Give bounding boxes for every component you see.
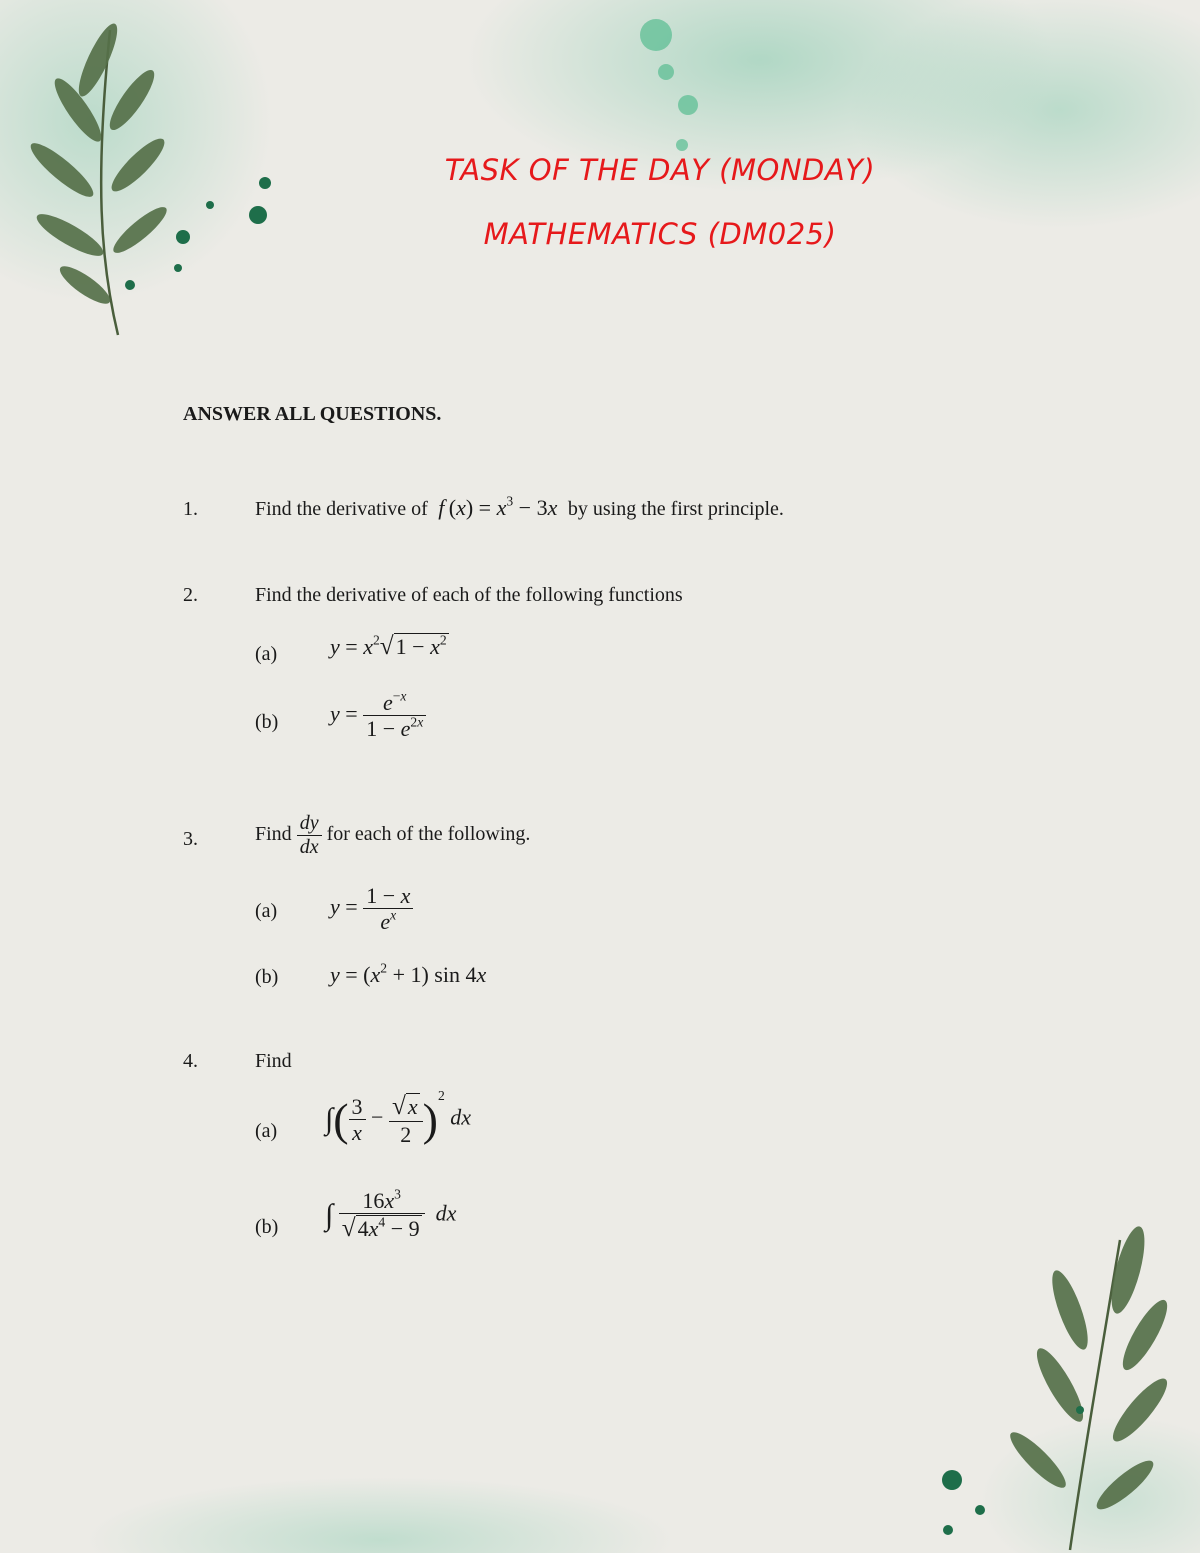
question-2-number: 2. [183,584,198,606]
question-1 [255,495,784,521]
question-3b-label: (b) [255,966,279,988]
question-2b-expression: y = $\frac{e^{-x}}{1 - e^{2x}}$ [330,690,426,742]
question-1-text: Find the derivative of [255,498,428,520]
leaf-branch-top-left-icon [0,0,300,360]
question-3-number: 3. [183,828,198,850]
question-3-text-end: for each of the following. [326,823,531,846]
question-3 [255,812,530,859]
question-4-text: Find [255,1050,292,1072]
question-1-number: 1. [183,498,198,520]
question-3a-label: (a) [255,900,278,922]
dy-dx-fraction: $\frac{dy}{dx}$ [297,812,322,859]
question-4-number: 4. [183,1050,198,1072]
question-2b-label: (b) [255,711,279,733]
question-3a-expression: y = $\frac{1 - x}{e^x}$ [330,883,413,935]
question-1-text-end: by using the first principle. [567,498,784,520]
page-title: TASK OF THE DAY (MONDAY) [444,153,876,187]
question-2a-label: (a) [255,643,278,665]
leaf-branch-bottom-right-icon [920,1200,1200,1553]
question-4a-expression: ∫( $\frac{3}{x}$ − $\frac{√x}{2}$ )$^2$ dx [325,1088,472,1148]
question-2a-expression: $y = x^2√1 - x^2$ [330,632,447,660]
question-2-text: Find the derivative of each of the following functions [255,584,683,606]
question-1-function: f $(x) = x^3 - 3x$ [438,493,558,520]
question-3b-expression: $y = (x^2 + 1)$ sin 4x [330,960,487,987]
instruction-heading: ANSWER ALL QUESTIONS. [183,403,442,425]
question-4b-expression: ∫ $\frac{16x^3}{√4x^4 - 9}$ dx [325,1186,457,1243]
question-3-text: Find [255,823,292,846]
question-4b-label: (b) [255,1216,279,1238]
question-4a-label: (a) [255,1120,278,1142]
page-subtitle: MATHEMATICS (DM025) [483,217,837,251]
